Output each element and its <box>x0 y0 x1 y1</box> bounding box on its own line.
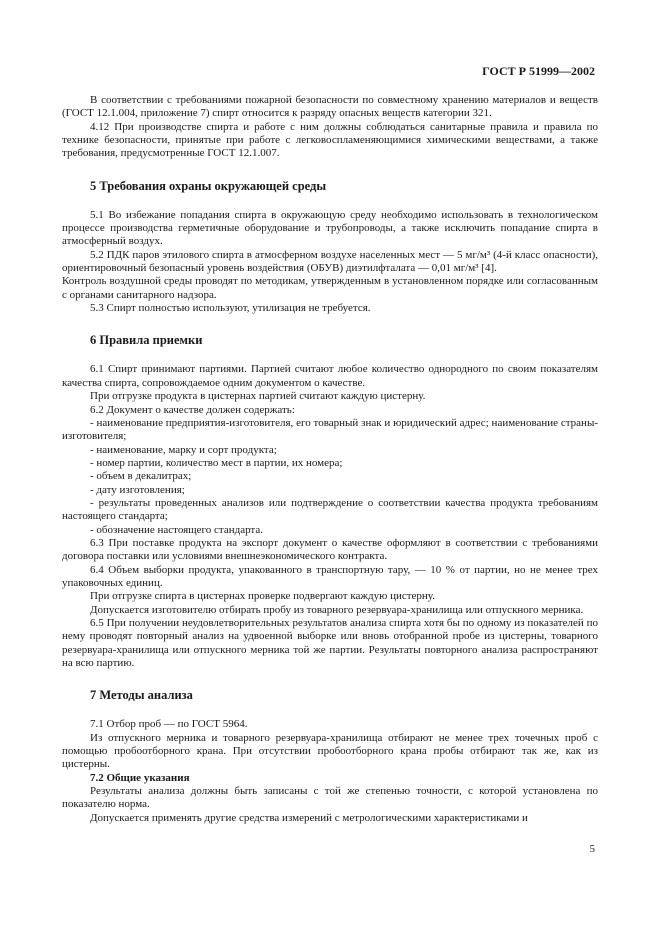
section-heading-6: 6 Правила приемки <box>90 333 203 348</box>
document-id: ГОСТ Р 51999—2002 <box>482 64 595 78</box>
list-item: - наименование предприятия-изготовителя, его товарный знак и юридический адрес; наименование страны-изготовителя; <box>62 416 598 443</box>
subsection-heading: 7.2 Общие указания <box>90 771 190 784</box>
section-heading-5: 5 Требования охраны окружающей среды <box>90 178 327 193</box>
list-item: - обозначение настоящего стандарта. <box>90 523 264 536</box>
list-item: - дату изготовления; <box>90 483 185 496</box>
paragraph: Результаты анализа должны быть записаны с той же степенью точности, с которой установлена по показателю норма. <box>62 785 598 811</box>
paragraph: 7.1 Отбор проб — по ГОСТ 5964. <box>90 718 248 731</box>
paragraph: 6.5 При получении неудовлетворительных результатов анализа спирта хотя бы по одному из показателей по нему проводят повторный анализ на удвоенной выборке или вновь отобранной пробе из цистерны, товарного резервуара-хранилища или отпускного мерника той же партии. Результаты повторного анализа распространяют на всю партию. <box>62 617 598 670</box>
list-item: - номер партии, количество мест в партии, их номера; <box>90 456 343 469</box>
paragraph: 5.2 ПДК паров этилового спирта в атмосферном воздухе населенных мест — 5 мг/м³ (4-й класс опасности), ориентировочный безопасный уровень воздействия (ОБУВ) диэтилфталата — 0,01 мг/м³ [4]. <box>62 248 598 275</box>
paragraph: 6.2 Документ о качестве должен содержать: <box>90 403 295 416</box>
paragraph: 5.1 Во избежание попадания спирта в окружающую среду необходимо использовать в технологическом процессе производства герметичные оборудование и трубопроводы, а также исключить попадание спирта в атмосферный воздух. <box>62 208 598 248</box>
paragraph: 4.12 При производстве спирта и работе с ним должны соблюдаться санитарные правила и правила по технике безопасности, принятые при работе с легковоспламеняющимися химическими веществами, а также требования, предусмотренные ГОСТ 12.1.007. <box>62 120 598 160</box>
paragraph: 6.4 Объем выборки продукта, упакованного в транспортную тару, — 10 % от партии, но не менее трех упаковочных единиц. <box>62 563 598 589</box>
paragraph: В соответствии с требованиями пожарной безопасности по совместному хранению материалов и веществ (ГОСТ 12.1.004, приложение 7) спирт относится к разряду опасных веществ категории 321. <box>62 94 598 120</box>
section-heading-7: 7 Методы анализа <box>90 688 193 703</box>
list-item: - наименование, марку и сорт продукта; <box>90 443 277 456</box>
paragraph: Контроль воздушной среды проводят по методикам, утвержденным в установленном порядке или согласованным с органами санитарного надзора. <box>62 275 598 301</box>
list-item: - результаты проведенных анализов или подтверждение о соответствии качества продукта требованиям настоящего стандарта; <box>62 496 598 523</box>
paragraph: 5.3 Спирт полностью используют, утилизация не требуется. <box>90 302 371 315</box>
paragraph: Из отпускного мерника и товарного резервуара-хранилища отбирают не менее трех точечных проб с помощью пробоотборного крана. При отсутствии пробоотборного крана пробы отбирают так же, как из цистерны. <box>62 731 598 771</box>
list-item: - объем в декалитрах; <box>90 470 192 483</box>
paragraph: 6.3 При поставке продукта на экспорт документ о качестве оформляют в соответствии с требованиями договора поставки или условиями внешнеэкономического контракта. <box>62 536 598 563</box>
paragraph: При отгрузке спирта в цистернах проверке подвергают каждую цистерну. <box>90 590 435 603</box>
document-body <box>62 94 598 825</box>
paragraph: Допускается применять другие средства измерений с метрологическими характеристиками и <box>90 811 528 824</box>
paragraph: При отгрузке продукта в цистернах партией считают каждую цистерну. <box>90 390 426 403</box>
paragraph: 6.1 Спирт принимают партиями. Партией считают любое количество однородного по своим показателям качества спирта, сопровождаемое одним документом о качестве. <box>62 363 598 389</box>
page-number: 5 <box>589 843 595 855</box>
paragraph: Допускается изготовителю отбирать пробу из товарного резервуара-хранилища или отпускного мерника. <box>90 603 584 616</box>
